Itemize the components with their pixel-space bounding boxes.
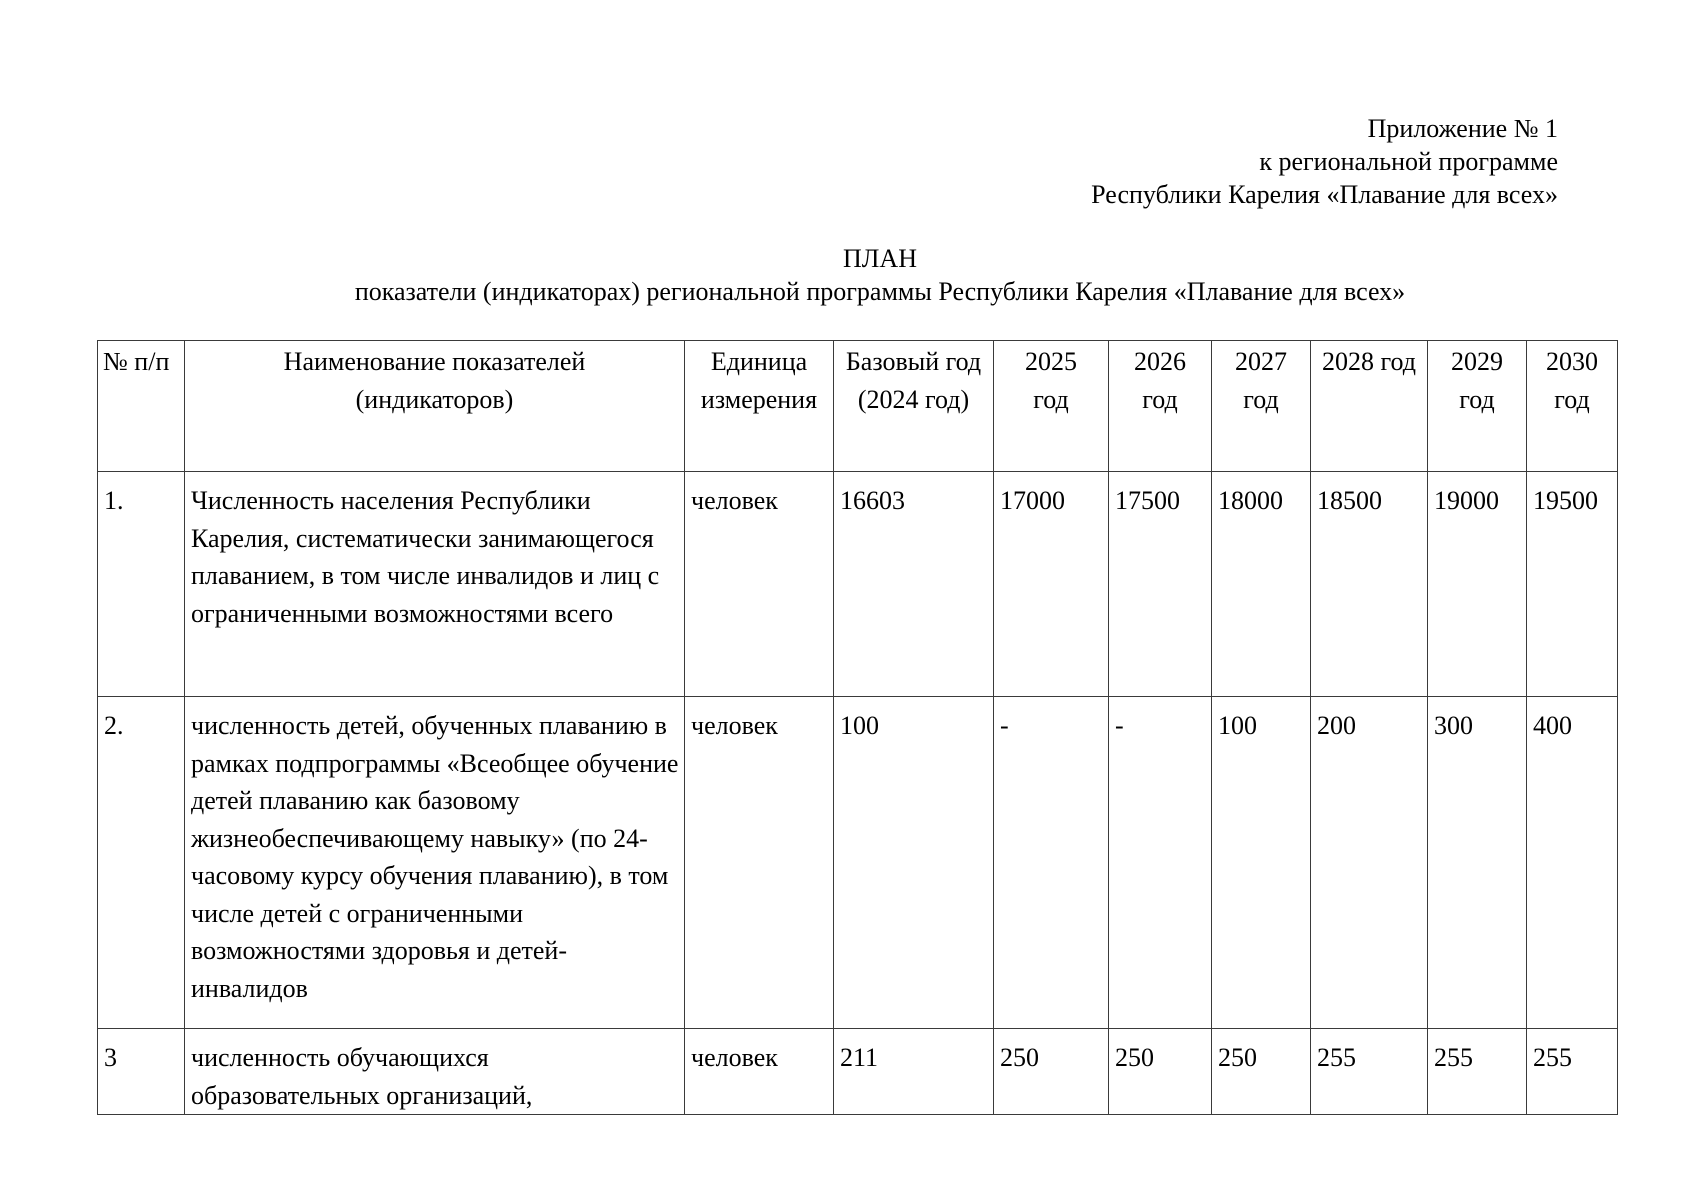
cell-2025: 17000 (994, 472, 1109, 697)
cell-2026: 17500 (1109, 472, 1212, 697)
cell-indicator-name: Численность населения Республики Карелия, систематически занимающегося плаванием, в том числе инвалидов и лиц с ограниченными возможностями всего (185, 472, 685, 697)
cell-2027: 250 (1212, 1029, 1311, 1115)
cell-2027: 18000 (1212, 472, 1311, 697)
header-name-line-1: Наименование показателей (283, 347, 586, 376)
plan-title: ПЛАН (843, 244, 917, 273)
cell-2030: 255 (1527, 1029, 1618, 1115)
header-num-label: № п/п (103, 347, 170, 376)
cell-base-year: 100 (834, 697, 994, 1029)
appendix-line-1: Приложение № 1 (1367, 114, 1558, 143)
appendix-line-3: Республики Карелия «Плавание для всех» (1091, 180, 1558, 209)
header-base-line-2: (2024 год) (857, 384, 970, 414)
header-2026 (1109, 341, 1212, 472)
header-2026-line-1: 2026 (1134, 347, 1186, 376)
cell-2028: 255 (1311, 1029, 1428, 1115)
header-2029-line-1: 2029 (1451, 347, 1503, 376)
table-row (98, 697, 1618, 1029)
table-row (98, 1029, 1618, 1115)
header-unit-line-2: измерения (700, 384, 818, 414)
cell-2030: 400 (1527, 697, 1618, 1029)
header-2025-line-2: год (1033, 384, 1069, 414)
cell-2027: 100 (1212, 697, 1311, 1029)
header-base-year (834, 341, 994, 472)
appendix-header (1091, 112, 1558, 211)
header-name (185, 341, 685, 472)
header-base-line-1: Базовый год (845, 347, 982, 376)
cell-indicator-name: численность обучающихся образовательных организаций, (185, 1029, 685, 1115)
header-2029 (1428, 341, 1527, 472)
cell-base-year: 16603 (834, 472, 994, 697)
plan-subtitle: показатели (индикаторах) региональной программы Республики Карелия «Плавание для всех» (354, 277, 1406, 306)
table-header-row (98, 341, 1618, 472)
header-2026-line-2: год (1142, 384, 1178, 414)
cell-2029: 19000 (1428, 472, 1527, 697)
cell-unit: человек (685, 697, 834, 1029)
header-2030 (1527, 341, 1618, 472)
cell-unit: человек (685, 472, 834, 697)
header-2025 (994, 341, 1109, 472)
header-2030-line-1: 2030 (1546, 347, 1598, 376)
cell-2025: 250 (994, 1029, 1109, 1115)
table-row (98, 472, 1618, 697)
cell-num: 2. (98, 697, 185, 1029)
cell-indicator-name: численность детей, обученных плаванию в рамках подпрограммы «Всеобщее обучение детей плаванию как базовому жизнеобеспечивающему навыку» (по 24-часовому курсу обучения плаванию), в том числе детей с ограниченными возможностями здоровья и детей-инвалидов (185, 697, 685, 1029)
cell-2029: 300 (1428, 697, 1527, 1029)
header-2028 (1311, 341, 1428, 472)
header-2025-line-1: 2025 (1025, 347, 1077, 376)
header-2027 (1212, 341, 1311, 472)
header-2028-label: 2028 год (1322, 347, 1416, 376)
header-num (98, 341, 185, 472)
header-2030-line-2: год (1554, 384, 1590, 414)
indicators-table (97, 340, 1618, 1115)
header-unit (685, 341, 834, 472)
cell-2028: 200 (1311, 697, 1428, 1029)
header-2027-line-2: год (1243, 384, 1279, 414)
cell-2028: 18500 (1311, 472, 1428, 697)
header-2027-line-1: 2027 (1235, 347, 1287, 376)
appendix-line-2: к региональной программе (1259, 147, 1558, 176)
header-name-line-2: (индикаторов) (355, 384, 514, 414)
cell-2026: 250 (1109, 1029, 1212, 1115)
cell-base-year: 211 (834, 1029, 994, 1115)
header-2029-line-2: год (1459, 384, 1495, 414)
cell-2026: - (1109, 697, 1212, 1029)
cell-2030: 19500 (1527, 472, 1618, 697)
cell-unit: человек (685, 1029, 834, 1115)
cell-num: 1. (98, 472, 185, 697)
header-unit-line-1: Единица (710, 347, 808, 376)
cell-2029: 255 (1428, 1029, 1527, 1115)
cell-2025: - (994, 697, 1109, 1029)
cell-num: 3 (98, 1029, 185, 1115)
